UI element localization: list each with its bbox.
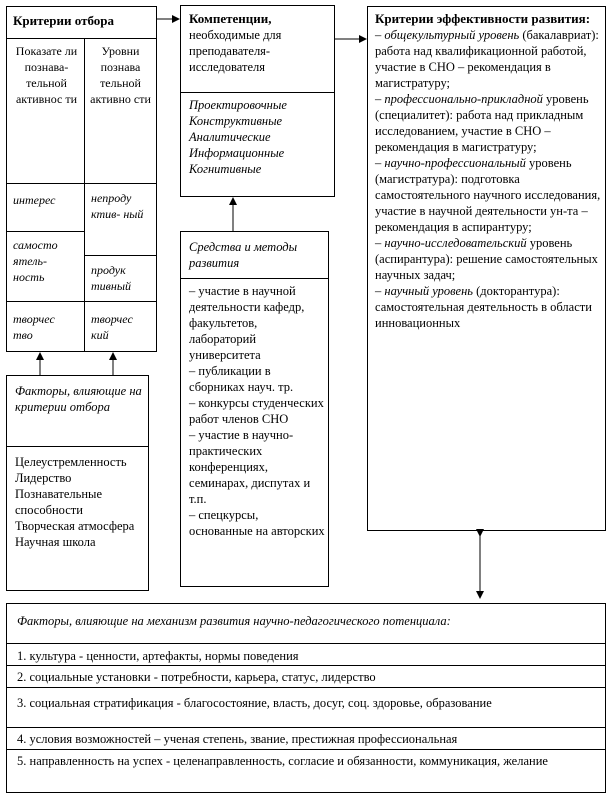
competency-item: Аналитические — [189, 130, 271, 144]
efficiency-title: Критерии эффективности развития: — [375, 11, 591, 26]
factors-title: Факторы, влияющие на критерии отбора — [15, 384, 142, 414]
development-factors-title: Факторы, влияющие на механизм развития научно-педагогического потенциала: — [17, 614, 451, 628]
competency-item: Информационные — [189, 146, 285, 160]
development-factor-row: 2. социальные установки - потребности, карьера, статус, лидерство — [7, 665, 605, 687]
development-factor-row: 5. направленность на успех - целенаправленность, согласие и обязанности, коммуникация, желание — [7, 749, 605, 792]
means-item: – участие в научно-практических конференциях, семинарах, диспутах и т.п. — [189, 428, 311, 506]
competency-item: Проектировочные — [189, 98, 287, 112]
criteria-col2-item: продук тивный — [91, 263, 131, 293]
means-item: – конкурсы студенческих работ членов СНО — [189, 396, 324, 426]
factor-item: Целеустремленность — [15, 455, 127, 469]
means-title: Средства и методы развития — [189, 240, 298, 270]
efficiency-item: – общекультурный уровень (бакалавриат): работа над квалификационной работой, участие в СНО – рекомендация в магистратуру; — [375, 28, 599, 90]
competency-item: Когнитивные — [189, 162, 262, 176]
factor-item: Познавательные способности — [15, 487, 102, 517]
criteria-col2-item: непроду ктив- ный — [91, 191, 144, 221]
efficiency-item: – научно-исследовательский уровень (аспирантура): решение самостоятельных научных задач; — [375, 236, 598, 282]
competency-item: Конструктивные — [189, 114, 283, 128]
means-item: – публикации в сборниках науч. тр. — [189, 364, 294, 394]
means-item: – участие в научной деятельности кафедр, факультетов, лабораторий университета — [189, 284, 305, 362]
factor-item: Творческая атмосфера — [15, 519, 135, 533]
factor-item: Лидерство — [15, 471, 72, 485]
criteria-col2-header: Уровни познава тельной активно сти — [90, 44, 151, 106]
development-factor-row: 1. культура - ценности, артефакты, нормы поведения — [7, 643, 605, 665]
means-item: – спецкурсы, основанные на авторских — [189, 508, 325, 538]
development-factor-row: 3. социальная стратификация - благосостояние, власть, досуг, соц. здоровье, образование — [7, 687, 605, 727]
factor-item: Научная школа — [15, 535, 96, 549]
criteria-col1-item: творчес тво — [13, 312, 55, 342]
efficiency-item: – научно-профессиональный уровень (магистратура): подготовка самостоятельного научного исследования, участие в научной деятельности ун-та – рекомендация в аспирантуру; — [375, 156, 601, 234]
efficiency-item: – научный уровень (докторантура): самостоятельная деятельность в области инновационных — [375, 284, 592, 330]
criteria-title: Критерии отбора — [13, 13, 115, 28]
criteria-col2-item: творчес кий — [91, 312, 133, 342]
criteria-col1-item: интерес — [13, 193, 56, 207]
efficiency-item: – профессионально-прикладной уровень (специалитет): работа над прикладным исследованием, участие в СНО – рекомендация в магистратуру; — [375, 92, 589, 154]
criteria-col1-header: Показате ли познава- тельной активнос ти — [15, 44, 78, 106]
competencies-subtitle: необходимые для преподавателя- исследователя — [189, 28, 282, 74]
criteria-col1-item: самосто ятель- ность — [13, 238, 58, 284]
development-factor-row: 4. условия возможностей – ученая степень, звание, престижная профессиональная — [7, 727, 605, 749]
competencies-title: Компетенции, — [189, 11, 272, 26]
